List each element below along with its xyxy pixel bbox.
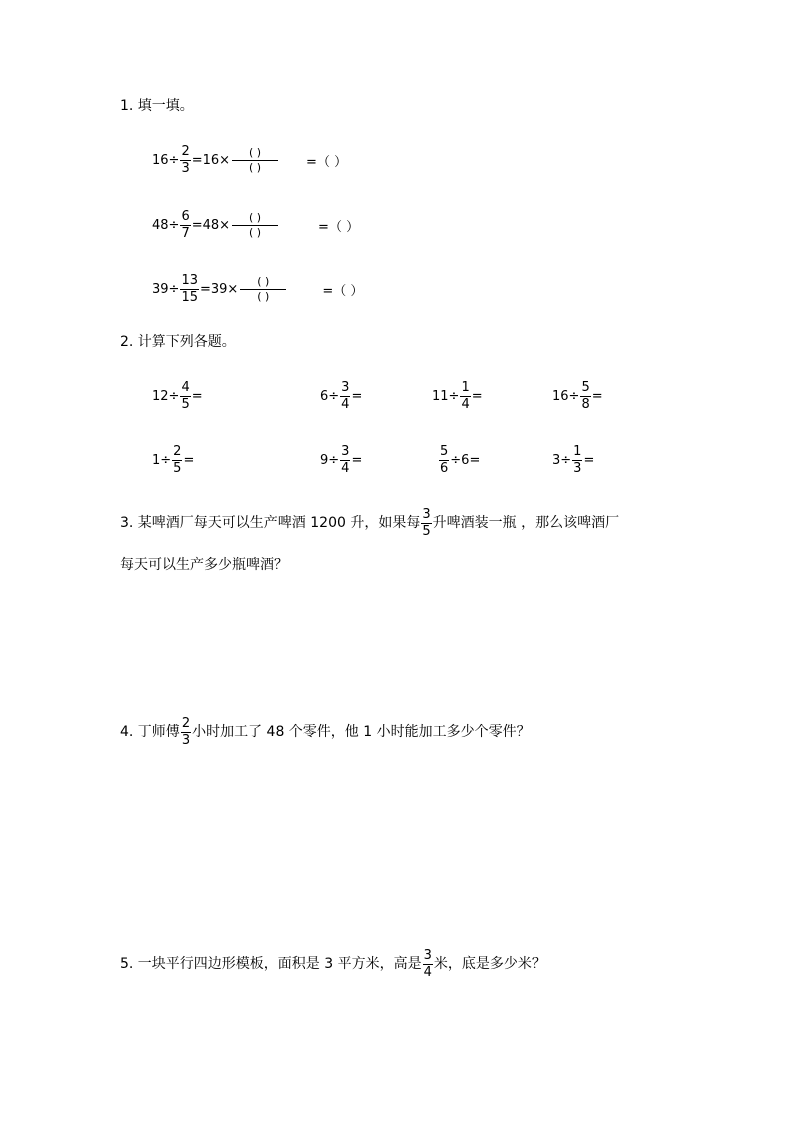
question-4 bbox=[120, 712, 531, 752]
expr-lead: 1÷ bbox=[152, 452, 172, 468]
calc-item bbox=[152, 376, 203, 416]
expr-lead: 3÷ bbox=[552, 452, 572, 468]
blank-fraction: ( ) ( ) bbox=[240, 275, 286, 304]
fraction: $\frac{4}{5}$ bbox=[181, 379, 190, 412]
fraction: $\frac{2}{3}$ bbox=[181, 143, 190, 176]
question-5-text-b: 米，底是多少米？ bbox=[433, 956, 546, 972]
question-3-text-a: 3. 某啤酒厂每天可以生产啤酒 1200 升，如果每 bbox=[120, 515, 421, 531]
calc-item bbox=[320, 440, 362, 480]
calc-item bbox=[320, 376, 362, 416]
fraction: $\frac{5}{8}$ bbox=[581, 379, 590, 412]
fraction: $\frac{3}{4}$ bbox=[341, 379, 350, 412]
answer-blank: =（ ） bbox=[322, 283, 364, 299]
answer-blank: =（ ） bbox=[318, 219, 360, 235]
expr-tail: = bbox=[183, 452, 195, 468]
section-1-heading: 1. 填一填。 bbox=[120, 98, 194, 114]
fraction: $\frac{13}{15}$ bbox=[181, 272, 198, 305]
expr-lead: 39÷ bbox=[152, 281, 180, 297]
question-5-text-a: 5. 一块平行四边形模板，面积是 3 平方米，高是 bbox=[120, 956, 422, 972]
calc-item bbox=[552, 376, 603, 416]
expr-lead: 16÷ bbox=[552, 388, 580, 404]
fraction: $\frac{2}{3}$ bbox=[181, 715, 191, 748]
question-5 bbox=[120, 944, 546, 984]
fraction: $\frac{6}{7}$ bbox=[181, 208, 190, 241]
expr-mid: =48× bbox=[191, 217, 231, 233]
fill-item-2 bbox=[152, 205, 359, 245]
question-3-line-1 bbox=[120, 503, 619, 543]
blank-fraction: ( ) ( ) bbox=[232, 146, 278, 175]
expr-tail: = bbox=[191, 388, 203, 404]
expr-tail: = bbox=[351, 388, 363, 404]
expr-mid: =39× bbox=[199, 281, 239, 297]
fraction: $\frac{5}{6}$ bbox=[440, 443, 449, 476]
question-4-text-a: 4. 丁师傅 bbox=[120, 724, 180, 740]
fraction: $\frac{1}{4}$ bbox=[461, 379, 470, 412]
question-3-text-b: 升啤酒装一瓶 ，那么该啤酒厂 bbox=[432, 515, 620, 531]
blank-fraction: ( ) ( ) bbox=[232, 211, 278, 240]
expr-tail: = bbox=[471, 388, 483, 404]
calc-item bbox=[438, 440, 480, 480]
expr-lead: 11÷ bbox=[432, 388, 460, 404]
question-4-text-b: 小时加工了 48 个零件，他 1 小时能加工多少个零件？ bbox=[192, 724, 531, 740]
expr-lead: 12÷ bbox=[152, 388, 180, 404]
fill-item-3 bbox=[152, 269, 363, 309]
expr-lead: 6÷ bbox=[320, 388, 340, 404]
fraction: $\frac{3}{5}$ bbox=[422, 506, 431, 539]
expr-lead: 9÷ bbox=[320, 452, 340, 468]
calc-item bbox=[432, 376, 483, 416]
section-2-heading: 2. 计算下列各题。 bbox=[120, 334, 236, 350]
fraction: $\frac{3}{4}$ bbox=[423, 947, 432, 980]
expr-tail: = bbox=[583, 452, 595, 468]
fill-item-1 bbox=[152, 140, 347, 180]
calc-item bbox=[152, 440, 194, 480]
expr-tail: = bbox=[351, 452, 363, 468]
expr-tail: ÷6= bbox=[450, 452, 481, 468]
expr-lead: 16÷ bbox=[152, 152, 180, 168]
expr-lead: 48÷ bbox=[152, 217, 180, 233]
answer-blank: =（ ） bbox=[306, 154, 348, 170]
fraction: $\frac{1}{3}$ bbox=[573, 443, 582, 476]
calc-item bbox=[552, 440, 594, 480]
expr-tail: = bbox=[591, 388, 603, 404]
question-3-line-2: 每天可以生产多少瓶啤酒？ bbox=[120, 557, 288, 573]
fraction: $\frac{2}{5}$ bbox=[173, 443, 182, 476]
fraction: $\frac{3}{4}$ bbox=[341, 443, 350, 476]
expr-mid: =16× bbox=[191, 152, 231, 168]
